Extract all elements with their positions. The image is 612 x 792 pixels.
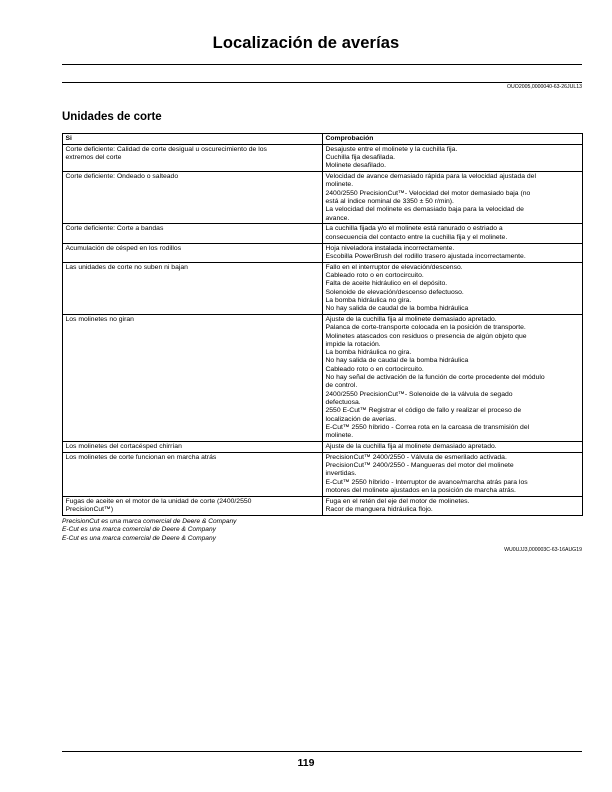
check-cell bbox=[323, 224, 583, 243]
table-row bbox=[63, 496, 583, 515]
check-cell-line: La bomba hidráulica no gira. bbox=[325, 296, 412, 304]
check-cell-line: PrecisionCut™ 2400/2550 - Válvula de esmerilado activada. bbox=[325, 453, 507, 461]
check-cell-line: E-Cut™ 2550 híbrido - Interruptor de avance/marcha atrás para los bbox=[325, 478, 528, 486]
check-cell-line: molinete. bbox=[325, 432, 354, 440]
check-cell-line: Molinetes atascados con residuos o presencia de algún objeto que bbox=[325, 332, 527, 340]
check-cell-line: motores del molinete ajustados en la posición de marcha atrás. bbox=[325, 486, 516, 494]
symptom-cell bbox=[63, 224, 323, 243]
top-reference-code: OUO2005,0000040-63-26JUL13 bbox=[507, 84, 582, 90]
table-row bbox=[63, 144, 583, 171]
symptom-cell-line: Los molinetes de corte funcionan en marcha atrás bbox=[65, 453, 217, 461]
check-cell-line: Desajuste entre el molinete y la cuchilla fija. bbox=[325, 145, 458, 153]
check-cell-line: avance. bbox=[325, 214, 350, 222]
table-header-row bbox=[63, 134, 583, 145]
symptom-cell-line: Las unidades de corte no suben ni bajan bbox=[65, 263, 188, 271]
symptom-cell bbox=[63, 262, 323, 314]
symptom-cell-line: Acumulación de césped en los rodillos bbox=[65, 244, 182, 252]
check-cell-line: Velocidad de avance demasiado rápida para la velocidad ajustada del bbox=[325, 173, 536, 181]
check-cell-line: No hay salida de caudal de la bomba hidráulica bbox=[325, 305, 469, 313]
check-cell-line: consecuencia del contacto entre la cuchilla fija y el molinete. bbox=[325, 233, 508, 241]
check-cell-line: Solenoide de elevación/descenso defectuoso. bbox=[325, 288, 464, 296]
check-cell bbox=[323, 496, 583, 515]
check-cell-line: Molinete desafilado. bbox=[325, 162, 386, 170]
check-cell-line: Racor de manguera hidráulica flojo. bbox=[325, 505, 433, 513]
check-cell bbox=[323, 441, 583, 452]
bottom-reference-code: WU0UJJ3,000003C-63-16AUG19 bbox=[504, 547, 582, 553]
check-cell-line: molinete. bbox=[325, 181, 354, 189]
troubleshooting-table bbox=[62, 133, 583, 516]
page-title: Localización de averías bbox=[212, 34, 400, 52]
check-cell-line: 2400/2550 PrecisionCut™- Velocidad del motor demasiado baja (no bbox=[325, 189, 531, 197]
check-cell bbox=[323, 452, 583, 496]
check-cell-line: 2550 E-Cut™ Registrar el código de fallo y realizar el proceso de bbox=[325, 407, 522, 415]
trademark-notes bbox=[62, 518, 236, 543]
column-header-si: Si bbox=[63, 134, 323, 145]
table-row bbox=[63, 314, 583, 441]
check-cell bbox=[323, 314, 583, 441]
symptom-cell-line: Los molinetes no giran bbox=[65, 315, 134, 323]
symptom-cell bbox=[63, 452, 323, 496]
check-cell-line: Fuga en el retén del eje del motor de molinetes. bbox=[325, 497, 470, 505]
symptom-cell bbox=[63, 314, 323, 441]
symptom-cell-line: Los molinetes del cortacésped chirrían bbox=[65, 442, 182, 450]
check-cell-line: E-Cut™ 2550 híbrido - Correa rota en la carcasa de transmisión del bbox=[325, 423, 530, 431]
table-row bbox=[63, 452, 583, 496]
page-number: 119 bbox=[297, 757, 315, 769]
column-header-comprobacion: Comprobación bbox=[323, 134, 583, 145]
table-row bbox=[63, 262, 583, 314]
check-cell-line: está al índice nominal de 3350 ± 50 r/min). bbox=[325, 198, 454, 206]
check-cell-line: No hay salida de caudal de la bomba hidráulica bbox=[325, 357, 469, 365]
check-cell-line: Cableado roto o en cortocircuito. bbox=[325, 271, 424, 279]
check-cell-line: PrecisionCut™ 2400/2550 - Mangueras del motor del molinete bbox=[325, 461, 514, 469]
symptom-cell bbox=[63, 144, 323, 171]
trademark-note: PrecisionCut es una marca comercial de Deere & Company bbox=[62, 518, 237, 525]
check-cell-line: Fallo en el interruptor de elevación/descenso. bbox=[325, 263, 463, 271]
symptom-cell-line: PrecisionCut™) bbox=[65, 505, 114, 513]
table-row bbox=[63, 224, 583, 243]
table-body bbox=[63, 144, 583, 515]
footer-rule bbox=[62, 751, 582, 752]
trademark-note: E-Cut es una marca comercial de Deere & Company bbox=[62, 526, 216, 534]
check-cell-line: invertidas. bbox=[325, 470, 357, 478]
symptom-cell bbox=[63, 243, 323, 262]
section-title: Unidades de corte bbox=[62, 111, 162, 123]
symptom-cell-line: Fugas de aceite en el motor de la unidad de corte (2400/2550 bbox=[65, 497, 252, 505]
title-divider bbox=[62, 64, 582, 65]
check-cell bbox=[323, 172, 583, 224]
trademark-note: E-Cut es una marca comercial de Deere & Company bbox=[62, 534, 216, 542]
check-cell-line: La velocidad del molinete es demasiado baja para la velocidad de bbox=[325, 206, 524, 214]
symptom-cell-line: Corte deficiente: Corte a bandas bbox=[65, 225, 164, 233]
check-cell-line: Ajuste de la cuchilla fija al molinete demasiado apretado. bbox=[325, 442, 497, 450]
check-cell-line: No hay señal de activación de la función de corte procedente del módulo bbox=[325, 374, 545, 382]
symptom-cell-line: extremos del corte bbox=[65, 154, 122, 162]
check-cell-line: Escobilla PowerBrush del rodillo trasero ajustada incorrectamente. bbox=[325, 252, 526, 260]
check-cell-line: Cuchilla fija desafilada. bbox=[325, 154, 396, 162]
table-row bbox=[63, 441, 583, 452]
check-cell-line: 2400/2550 PrecisionCut™- Solenoide de la válvula de segado bbox=[325, 390, 513, 398]
symptom-cell bbox=[63, 172, 323, 224]
check-cell bbox=[323, 144, 583, 171]
check-cell-line: impide la rotación. bbox=[325, 340, 381, 348]
symptom-cell-line: Corte deficiente: Calidad de corte desigual u oscurecimiento de los bbox=[65, 145, 267, 153]
check-cell-line: defectuosa. bbox=[325, 398, 361, 406]
symptom-cell-line: Corte deficiente: Ondeado o salteado bbox=[65, 173, 179, 181]
check-cell-line: Ajuste de la cuchilla fija al molinete demasiado apretado. bbox=[325, 315, 497, 323]
check-cell-line: La bomba hidráulica no gira. bbox=[325, 349, 412, 357]
check-cell-line: de control. bbox=[325, 382, 358, 390]
symptom-cell bbox=[63, 441, 323, 452]
check-cell-line: Hoja niveladora instalada incorrectamente. bbox=[325, 244, 455, 252]
table-row bbox=[63, 243, 583, 262]
check-cell-line: Cableado roto o en cortocircuito. bbox=[325, 365, 424, 373]
table-row bbox=[63, 172, 583, 224]
symptom-cell bbox=[63, 496, 323, 515]
check-cell bbox=[323, 243, 583, 262]
check-cell-line: Falta de aceite hidráulico en el depósito. bbox=[325, 280, 448, 288]
header-rule bbox=[62, 82, 582, 83]
check-cell bbox=[323, 262, 583, 314]
check-cell-line: Palanca de corte-transporte colocada en la posición de transporte. bbox=[325, 324, 526, 332]
check-cell-line: localización de averías. bbox=[325, 415, 397, 423]
check-cell-line: La cuchilla fijada y/o el molinete está ranurado o estriado a bbox=[325, 225, 503, 233]
